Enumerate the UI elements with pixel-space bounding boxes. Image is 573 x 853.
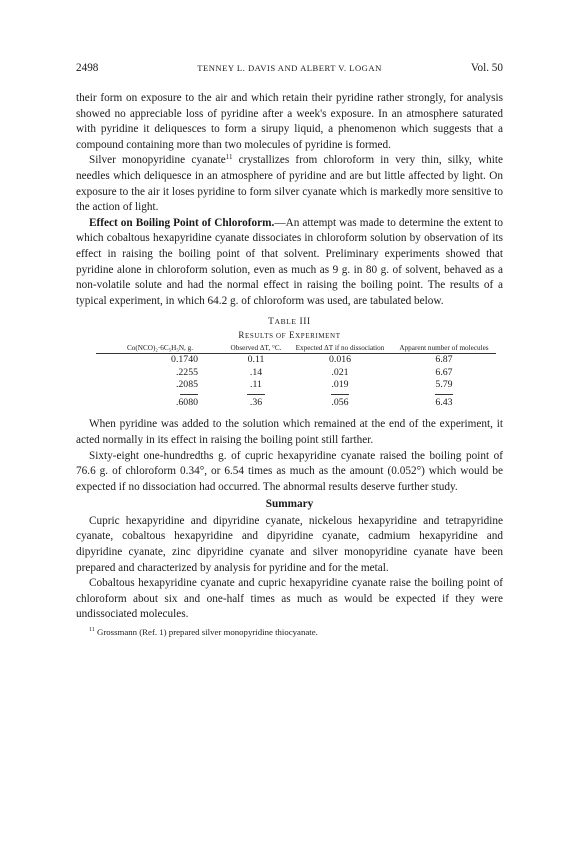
section-heading-boiling-point: Effect on Boiling Point of Chloroform.	[89, 216, 275, 229]
table-row	[96, 367, 496, 380]
paragraph-summary-2: Cobaltous hexapyridine cyanate and cupric hexapyridine cyanate raise the boiling point of chloroform about six and one-half times as much as would be expected if they were undissociated molecules.	[76, 577, 503, 621]
footnote-text: Grossmann (Ref. 1) prepared silver monopyridine thiocyanate.	[94, 627, 318, 638]
summary-heading: Summary	[265, 498, 314, 511]
table-subtitle: RESULTS OF EXPERIMENT	[238, 330, 341, 341]
table-cell: .14	[249, 366, 263, 378]
paragraph-pyridine-added: When pyridine was added to the solution which remained at the end of the experiment, it acted normally in its effect in raising the boiling point still farther.	[76, 418, 503, 446]
table-cell: 6.87	[435, 354, 453, 366]
paragraph-boiling-point-text: —An attempt was made to determine the extent to which cobaltous hexapyridine cyanate dissociates in chloroform solution by observation of its effect in raising the boiling point of that solvent. Preliminary experiments showed that pyridine alone in chloroform solution, even as much as 9 g. in 80 g. of solvent, behaved as a non-volatile solute and had the normal effect in raising the boiling point. The results of a typical experiment, in which 64.2 g. of chloroform was used, are tabulated below.	[76, 216, 504, 307]
table-cell: .2255	[175, 366, 198, 378]
table-cell: 6.43	[435, 396, 453, 408]
footnote-ref-11: 11	[225, 153, 233, 162]
volume-label: Vol. 50	[470, 62, 503, 74]
page-number: 2498	[76, 62, 99, 74]
table-cell: 6.67	[435, 366, 453, 378]
sum-rule	[331, 394, 349, 395]
table-cell: .11	[250, 379, 262, 391]
table-cell: .021	[331, 366, 349, 378]
paragraph-silver-cyanate-start: Silver monopyridine cyanate	[89, 154, 226, 167]
sum-rule	[435, 394, 453, 395]
sum-rule	[247, 394, 265, 395]
table-cell: 0.1740	[171, 354, 198, 366]
footnote-mark: 11	[89, 627, 95, 634]
table-cell: .056	[331, 396, 349, 408]
results-table	[96, 344, 496, 409]
column-header: Co(NCO)₂·6C₅H₅N, g.	[96, 344, 224, 354]
table-cell: 5.79	[435, 379, 453, 391]
table-title-rest: ABLE	[274, 317, 297, 327]
paragraph-silver-cyanate-rest: crystallizes from chloroform in very thin, silky, white needles which deliquesce in an atmosphere of pyridine and are but little affected by light. On exposure to the air it loses pyridine to form silver cyanate which is markedly more sensitive to the action of light.	[76, 154, 503, 214]
table-cell: .36	[249, 396, 263, 408]
paragraph-continuation: their form on exposure to the air and which retain their pyridine rather strongly, for analysis showed no appreciable loss of pyridine after a week's exposure. In an atmosphere saturated with pyridine it deliquesces to form a sirupy liquid, a phenomenon which suggests that a compound containing more than two molecules of pyridine is formed.	[76, 92, 503, 151]
column-header: Apparent number of molecules	[392, 344, 496, 354]
footnote	[76, 626, 503, 638]
table-subtitle-part2: XPERIMENT	[295, 332, 341, 341]
paragraph-cupric: Sixty-eight one-hundredths g. of cupric hexapyridine cyanate raised the boiling point of 76.6 g. of chloroform 0.34°, or 6.54 times as much as the amount (0.052°) which would be expected if no dissociation had occurred. The abnormal results deserve further study.	[76, 449, 503, 493]
table-cell: 0.016	[328, 354, 352, 366]
article-body	[76, 91, 503, 638]
column-header: Expected ΔT if no dissociation	[288, 344, 392, 354]
table-row	[96, 379, 496, 392]
table-cell: .019	[331, 379, 349, 391]
column-header: Observed ΔT, °C.	[224, 344, 288, 354]
paragraph-summary-1: Cupric hexapyridine and dipyridine cyanate, nickelous hexapyridine and tetrapyridine cyanate, cobaltous hexapyridine and dipyridine cyanate, cadmium hexapyridine and dipyridine cyanate, zinc dipyridine cyanate and silver monopyridine cyanate have been prepared and characterized by analysis for pyridine and for the metal.	[76, 514, 503, 574]
table-row	[96, 354, 496, 367]
sum-rule	[180, 394, 198, 395]
table-cell: 0.11	[247, 354, 265, 366]
paragraph-boiling-point	[76, 216, 503, 310]
running-header	[76, 62, 503, 78]
table-subtitle-part1: ESULTS OF	[245, 332, 287, 341]
table-cell: .6080	[175, 396, 198, 408]
running-head-authors: TENNEY L. DAVIS AND ALBERT V. LOGAN	[197, 63, 382, 73]
table-header-row	[96, 344, 496, 354]
table-cell: .2085	[175, 379, 198, 391]
table-total-row	[96, 397, 496, 410]
paragraph-silver-cyanate	[76, 153, 503, 215]
table-title: TABLE III	[268, 317, 311, 328]
